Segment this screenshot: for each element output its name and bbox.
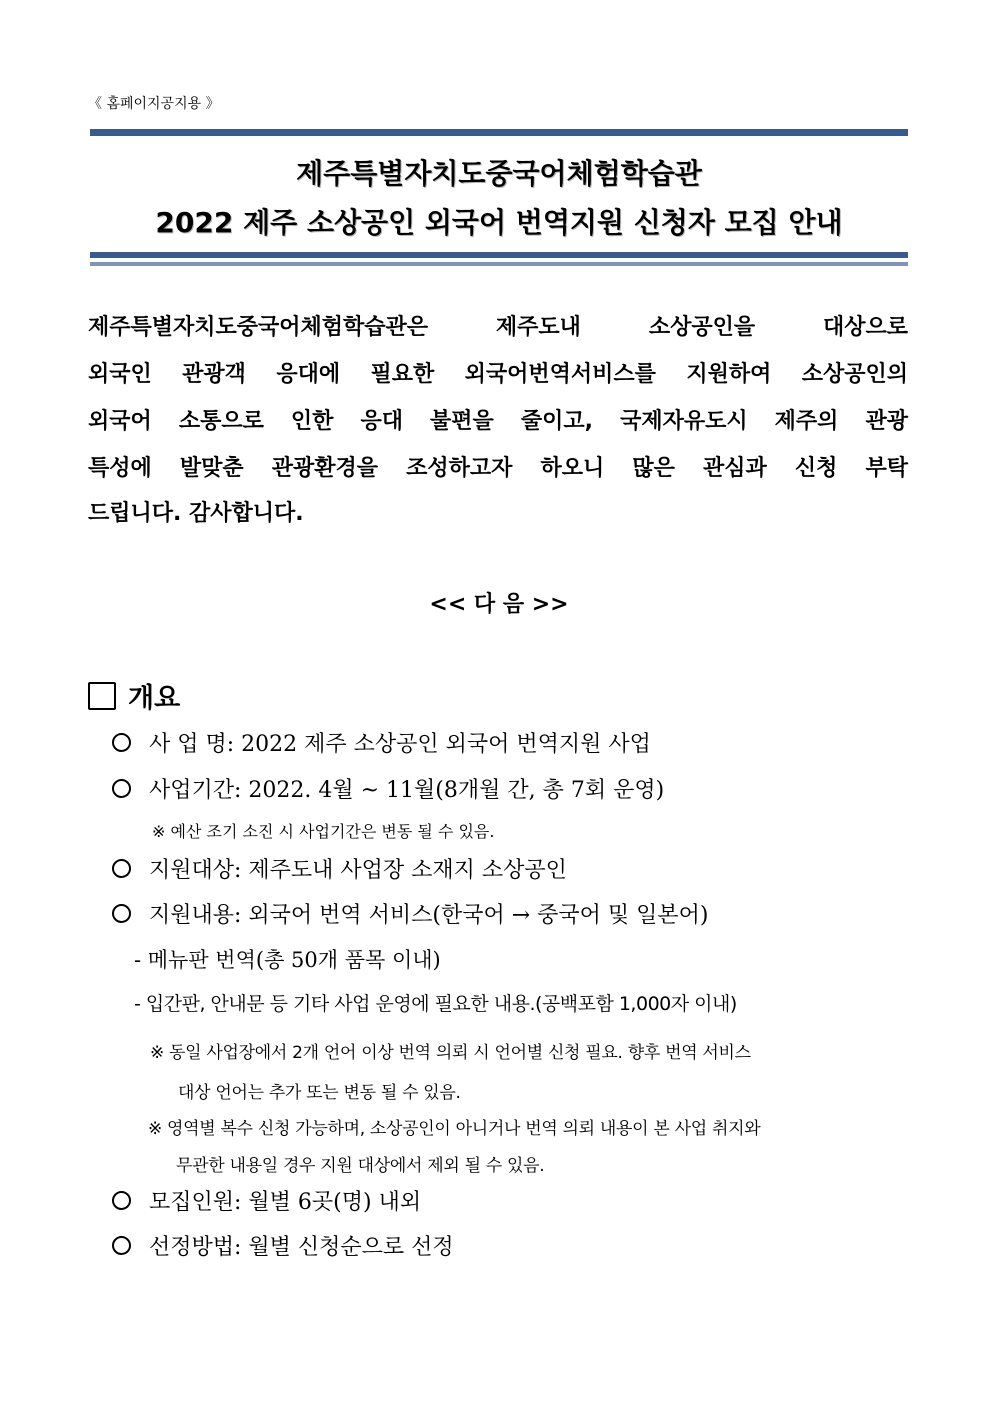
circle-bullet-icon — [112, 733, 131, 752]
period-note: ※ 예산 조기 소진 시 사업기간은 변동 될 수 있음. — [152, 822, 495, 841]
item-business-name: 사 업 명: 2022 제주 소상공인 외국어 번역지원 사업 — [112, 727, 651, 758]
section-title: 개요 — [128, 683, 181, 714]
circle-bullet-icon — [112, 859, 131, 878]
homepage-notice-tag: 《 홈페이지공지용 》 — [88, 96, 220, 112]
title-line-2: 2022 제주 소상공인 외국어 번역지원 신청자 모집 안내 — [155, 206, 843, 239]
item-recruit: 모집인원: 월별 6곳(명) 내외 — [112, 1185, 421, 1216]
circle-bullet-icon — [112, 779, 131, 798]
section-heading — [88, 676, 180, 715]
bottom-rule-thin — [90, 262, 908, 266]
item-period: 사업기간: 2022. 4월 ~ 11월(8개월 간, 총 7회 운영) — [112, 773, 664, 804]
item-selection: 선정방법: 월별 신청순으로 선정 — [112, 1230, 454, 1261]
circle-bullet-icon — [112, 904, 131, 923]
intro-line-3: 외국어 소통으로 인한 응대 불편을 줄이고, 국제자유도시 제주의 관광 — [88, 409, 908, 434]
checkbox-square-icon — [88, 682, 116, 710]
intro-line-1: 제주특별자치도중국어체험학습관은 제주도내 소상공인을 대상으로 — [88, 315, 908, 340]
content-sub-signs: - 입간판, 안내문 등 기타 사업 운영에 필요한 내용.(공백포함 1,000자 이내) — [134, 993, 737, 1015]
item-target: 지원대상: 제주도내 사업장 소재지 소상공인 — [112, 853, 567, 884]
note-2-line-1: ※ 영역별 복수 신청 가능하며, 소상공인이 아니거나 번역 의뢰 내용이 본 사업 취지와 — [148, 1119, 761, 1139]
item-content: 지원내용: 외국어 번역 서비스(한국어 → 중국어 및 일본어) — [112, 898, 709, 929]
note-1-line-1: ※ 동일 사업장에서 2개 언어 이상 번역 의뢰 시 언어별 신청 필요. 향후 번역 서비스 — [150, 1043, 751, 1063]
note-2-line-2: 무관한 내용일 경우 지원 대상에서 제외 될 수 있음. — [176, 1156, 545, 1176]
next-heading: << 다 음 >> — [429, 592, 569, 617]
note-1-line-2: 대상 언어는 추가 또는 변동 될 수 있음. — [178, 1083, 461, 1103]
title-line-1: 제주특별자치도중국어체험학습관 — [296, 157, 702, 190]
circle-bullet-icon — [112, 1191, 131, 1210]
intro-line-5: 드립니다. 감사합니다. — [88, 501, 304, 526]
content-sub-menu: - 메뉴판 번역(총 50개 품목 이내) — [134, 948, 441, 972]
bottom-rule — [90, 252, 908, 258]
top-rule — [90, 129, 908, 136]
circle-bullet-icon — [112, 1236, 131, 1255]
intro-line-4: 특성에 발맞춘 관광환경을 조성하고자 하오니 많은 관심과 신청 부탁 — [88, 456, 908, 481]
intro-line-2: 외국인 관광객 응대에 필요한 외국어번역서비스를 지원하여 소상공인의 — [88, 362, 908, 387]
